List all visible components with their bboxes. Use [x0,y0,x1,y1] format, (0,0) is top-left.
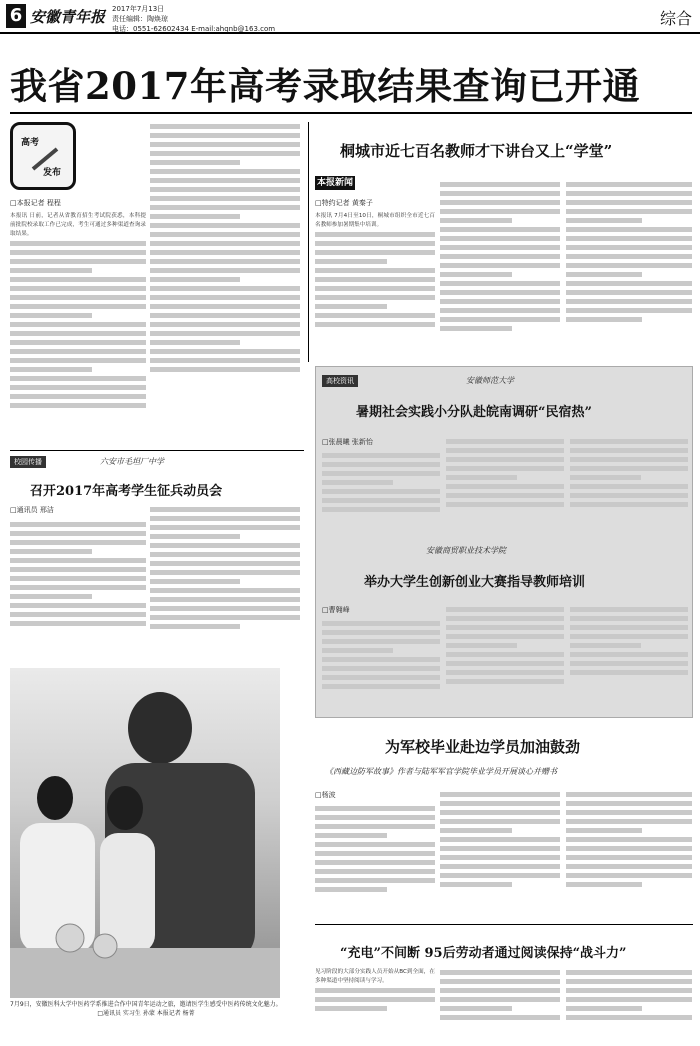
bottom-text-content: 见习阶段的大部分实践人员开始从BC到全面，在多种渠道中坚持阅读与学习。 [315,969,435,984]
bottom-text [315,968,435,1042]
school1-title: 召开2017年高考学生征兵动员会 [30,484,223,499]
military-col2 [440,790,560,914]
main-headline: 我省2017年高考录取结果查询已开通 [10,64,640,108]
school1-byline: □通讯员 邢洁 [10,506,54,514]
school1-name: 六安市毛坦厂中学 [100,457,164,466]
photo-caption-text: 7月9日，安徽医科大学中医药学系推进合作中国青年运动之旅，邀请医学生感受中医药传统文化魅力。 [10,1001,282,1008]
newspaper-logo: 安徽青年报 [30,8,106,26]
bottom-col2 [440,968,560,1042]
military-byline: □杨波 [315,791,336,799]
bottom-title: “充电”不间断 95后劳动者通过阅读保持“战斗力” [340,946,627,961]
campus-news-box [315,366,693,718]
box-byline2: □曹翱峰 [322,606,350,614]
page-number: 6 [6,4,26,28]
box-school1: 安徽师范大学 [466,376,514,385]
box-title1: 暑期社会实践小分队赴皖南调研“民宿热” [356,405,592,420]
box-text2-col3 [570,605,688,709]
lead-text-content: 本报讯 日前，记者从省教育招生考试院获悉，本科提前批院校录取工作已完成，考生可通过多种渠道查询录取结果。 [10,213,146,237]
header-contact: 电话：0551-62602434 E-mail:ahqnb@163.com [112,25,276,33]
school1-text [10,520,146,650]
section-label: 综合 [659,9,692,28]
right-top-col3 [566,180,692,360]
photo-credit: □通讯员 实习生 孙蒙 本报记者 杨菁 [97,1010,195,1017]
box-text1 [322,451,440,531]
icon-label-2: 发布 [43,168,62,178]
headline-rule [10,112,692,114]
school1-col2 [150,505,300,650]
box-text2-col2 [446,605,564,709]
exam-release-icon [10,122,76,190]
box-school2: 安徽商贸职业技术学院 [426,546,506,555]
military-col3 [566,790,692,914]
news-photo [10,668,280,998]
right-top-text-content: 本报讯 7月4日至10日，桐城市组织全市近七百名教师参加暑期集中培训。 [315,213,435,228]
bottom-rule [315,924,693,925]
box-text2 [322,619,440,709]
photo-figures [10,668,280,998]
right-top-byline: □特约记者 黄秦子 [315,199,373,207]
photo-caption [10,1000,282,1018]
header-editor: 责任编辑：陶焕琼 [112,15,168,23]
box-title2: 举办大学生创新创业大赛指导教师培训 [364,575,586,590]
military-title: 为军校毕业赴边学员加油鼓劲 [385,738,581,756]
campus-tag: 校园传播 [10,456,46,468]
column-rule [308,122,309,362]
right-top-text [315,212,435,362]
right-top-title: 桐城市近七百名教师才下讲台又上“学堂” [340,142,613,160]
box-tag: 高校资讯 [322,375,358,387]
lead-text-col2 [150,122,300,442]
header-date: 2017年7月13日 [112,5,165,13]
pen-icon [31,147,61,171]
military-text [315,804,435,914]
box-text1-col2 [446,437,564,531]
section-rule [10,450,304,451]
right-top-col2 [440,180,560,360]
bottom-col3 [566,968,692,1042]
box-text1-col3 [570,437,688,531]
header-info [112,4,275,34]
lead-text [10,212,146,442]
box-byline1: □张晨曦 张新怡 [322,438,373,446]
right-top-tag: 本报新闻 [316,178,353,188]
icon-label-1: 高考 [21,138,40,148]
masthead [0,0,700,34]
lead-byline: □本报记者 程程 [10,199,61,207]
military-subtitle: 《西藏边防军故事》作者与陆军军官学院毕业学员开展谈心并赠书 [325,767,557,776]
